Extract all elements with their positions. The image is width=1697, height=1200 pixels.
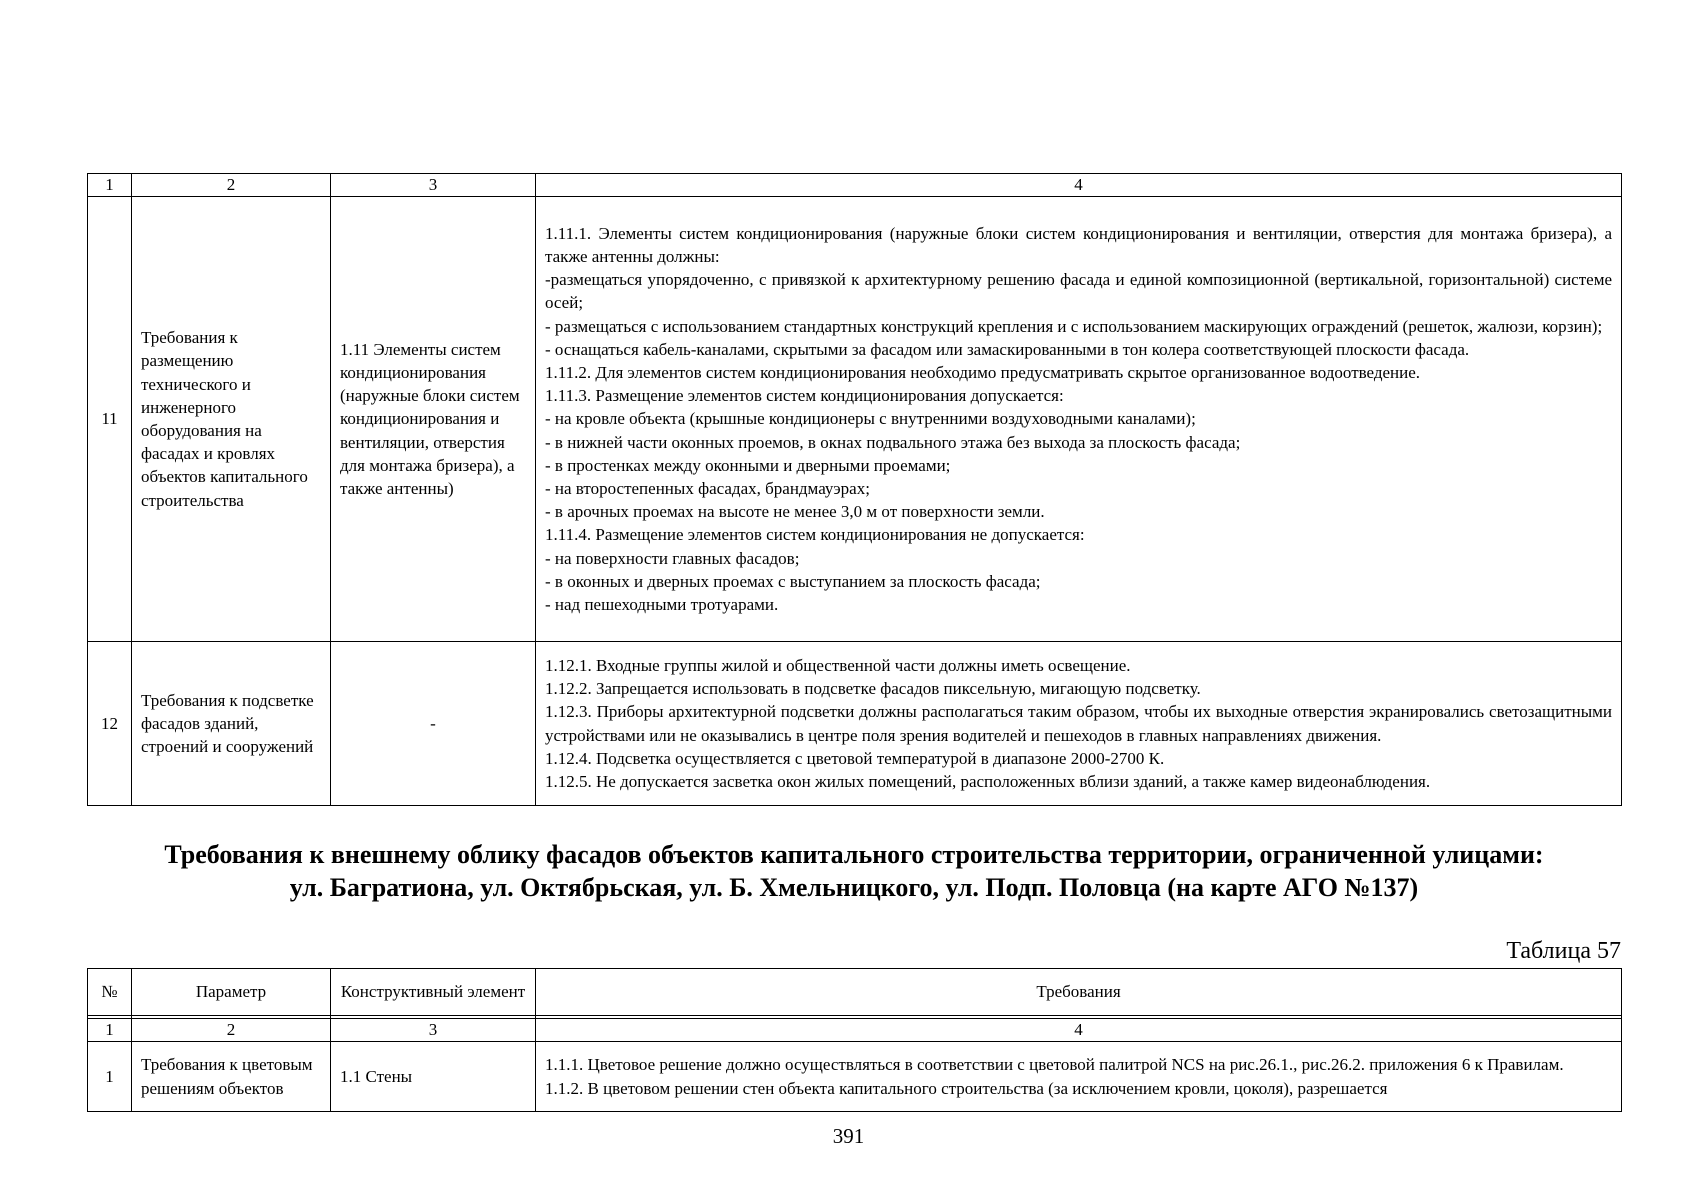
table-row — [88, 1042, 1622, 1112]
requirement-line: - размещаться с использованием стандартных конструкций крепления и с использованием маскирующих ограждений (решеток, жалюзи, корзин); — [545, 316, 1603, 336]
requirements-table-continued — [87, 173, 1622, 806]
requirement-line: 1.11.1. Элементы систем кондиционирования (наружные блоки систем кондиционирования и вентиляции, отверстия для монтажа бризера), а также антенны должны: — [545, 223, 1612, 266]
col-number-2: 2 — [132, 174, 331, 197]
requirement-line: - на поверхности главных фасадов; — [545, 548, 800, 568]
column-header-row — [88, 969, 1622, 1016]
row-requirements — [536, 197, 1622, 642]
col-number-4: 4 — [536, 1019, 1622, 1042]
row-parameter: Требования к цветовым решениям объектов — [132, 1042, 331, 1112]
requirement-line: 1.12.5. Не допускается засветка окон жилых помещений, расположенных вблизи зданий, а также камер видеонаблюдения. — [545, 771, 1431, 791]
requirement-line: - в нижней части оконных проемов, в окнах подвального этажа без выхода за плоскость фасада; — [545, 432, 1241, 452]
row-parameter: Требования к подсветке фасадов зданий, строений и сооружений — [132, 642, 331, 806]
table-row — [88, 197, 1622, 642]
column-header-element: Конструктивный элемент — [331, 969, 536, 1016]
section-heading-line-2: ул. Багратиона, ул. Октябрьская, ул. Б. Хмельницкого, ул. Подп. Половца (на карте АГО №137) — [289, 873, 1419, 902]
column-header-requirements: Требования — [536, 969, 1622, 1016]
row-requirements — [536, 642, 1622, 806]
table-row — [88, 642, 1622, 806]
requirement-line: -размещаться упорядоченно, с привязкой к архитектурному решению фасада и единой композиционной (вертикальной, горизонтальной) системе осей; — [545, 270, 1612, 313]
requirement-line: - в арочных проемах на высоте не менее 3,0 м от поверхности земли. — [545, 502, 1045, 522]
requirement-line: 1.12.1. Входные группы жилой и общественной части должны иметь освещение. — [545, 655, 1131, 675]
requirement-line: - оснащаться кабель-каналами, скрытыми за фасадом или замаскированными в тон колера соответствующей плоскости фасада. — [545, 339, 1470, 359]
table-label: Таблица 57 — [1506, 938, 1621, 964]
row-element: 1.1 Стены — [331, 1042, 536, 1112]
column-number-row — [88, 174, 1622, 197]
requirement-line: - в оконных и дверных проемах с выступанием за плоскость фасада; — [545, 571, 1041, 591]
requirement-line: - на кровле объекта (крышные кондиционеры с внутренними воздуховодными каналами); — [545, 409, 1196, 429]
requirement-line: - на второстепенных фасадах, брандмауэрах; — [545, 479, 870, 498]
page-number: 391 — [832, 1124, 865, 1148]
column-header-number: № — [88, 969, 132, 1016]
row-element: - — [331, 642, 536, 806]
col-number-2: 2 — [132, 1019, 331, 1042]
requirements-table-57 — [87, 968, 1622, 1112]
requirement-line: 1.11.2. Для элементов систем кондиционирования необходимо предусматривать скрытое организованное водоотведение. — [545, 362, 1421, 382]
row-requirements — [536, 1042, 1622, 1112]
requirement-line: 1.11.3. Размещение элементов систем кондиционирования допускается: — [545, 386, 1064, 406]
requirement-line: 1.1.1. Цветовое решение должно осуществляться в соответствии с цветовой палитрой NCS на рис.26.1., рис.26.2. приложения 6 к Правилам. — [545, 1055, 1564, 1075]
row-element: 1.11 Элементы систем кондиционирования (наружные блоки систем кондиционирования и вентиляции, отверстия для монтажа бризера), а также антенны) — [331, 197, 536, 642]
section-heading-line-1: Требования к внешнему облику фасадов объектов капитального строительства территории, ограниченной улицами: — [164, 840, 1544, 869]
col-number-1: 1 — [88, 1019, 132, 1042]
section-heading — [87, 838, 1621, 904]
col-number-4: 4 — [536, 174, 1622, 197]
row-number: 12 — [88, 642, 132, 806]
col-number-3: 3 — [331, 174, 536, 197]
row-number: 11 — [88, 197, 132, 642]
column-number-row — [88, 1019, 1622, 1042]
col-number-3: 3 — [331, 1019, 536, 1042]
col-number-1: 1 — [88, 174, 132, 197]
row-parameter: Требования к размещению технического и инженерного оборудования на фасадах и кровлях объектов капитального строительства — [132, 197, 331, 642]
requirement-line: 1.1.2. В цветовом решении стен объекта капитального строительства (за исключением кровли, цоколя), разрешается — [545, 1078, 1388, 1098]
requirement-line: 1.12.4. Подсветка осуществляется с цветовой температурой в диапазоне 2000-2700 К. — [545, 748, 1165, 768]
requirement-line: 1.11.4. Размещение элементов систем кондиционирования не допускается: — [545, 525, 1085, 545]
requirement-line: - в простенках между оконными и дверными проемами; — [545, 455, 951, 475]
row-number: 1 — [88, 1042, 132, 1112]
requirement-line: 1.12.3. Приборы архитектурной подсветки должны располагаться таким образом, чтобы их выходные отверстия экранировались светозащитными устройствами или не оказывались в центре поля зрения водителей и пешеходов в главных направлениях движения. — [545, 702, 1612, 745]
requirement-line: - над пешеходными тротуарами. — [545, 595, 779, 615]
requirement-line: 1.12.2. Запрещается использовать в подсветке фасадов пиксельную, мигающую подсветку. — [545, 679, 1201, 699]
column-header-parameter: Параметр — [132, 969, 331, 1016]
